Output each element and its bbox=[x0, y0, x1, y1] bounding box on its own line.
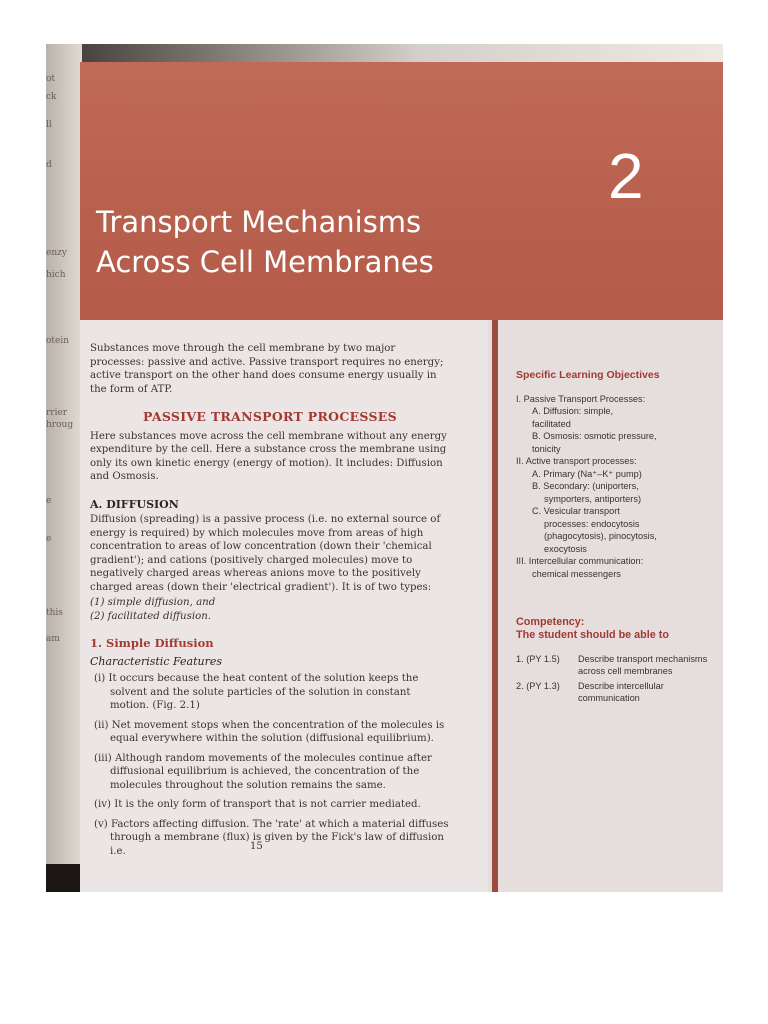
objective-item: (phagocytosis), pinocytosis, bbox=[544, 531, 657, 541]
simple-diffusion-heading: 1. Simple Diffusion bbox=[90, 636, 214, 650]
main-text-column bbox=[90, 342, 450, 864]
diffusion-type: (1) simple diffusion, and bbox=[90, 597, 216, 608]
feature-item: (iv) It is the only form of transport that is not carrier mediated. bbox=[94, 799, 421, 810]
objective-item: A. Diffusion: simple, bbox=[532, 406, 614, 416]
feature-item: (i) It occurs because the heat content of the solution keeps the solvent and the solute particles of the solution in constant motion. (Fig. 2.1) bbox=[94, 673, 419, 711]
prev-page-text: hroug bbox=[46, 420, 74, 430]
prev-page-text: rrier bbox=[46, 408, 68, 418]
prev-page-text: e bbox=[46, 534, 52, 544]
page-number: 15 bbox=[250, 841, 263, 852]
competency-subheading: The student should be able to bbox=[516, 629, 669, 641]
competency-code: 2. (PY 1.3) bbox=[516, 681, 560, 691]
competency-heading: Competency: bbox=[516, 616, 585, 628]
sidebar-divider bbox=[492, 320, 498, 892]
diffusion-type: (2) facilitated diffusion. bbox=[90, 610, 212, 622]
feature-item: (iii) Although random movements of the molecules continue after diffusional equilibrium is achieved, the concentration of the molecules throughout the solution remains the same. bbox=[94, 752, 432, 791]
competency-code: 1. (PY 1.5) bbox=[516, 654, 560, 664]
objective-item: C. Vesicular transport bbox=[532, 506, 620, 516]
objective-item: exocytosis bbox=[544, 543, 587, 554]
diffusion-paragraph: Diffusion (spreading) is a passive process (i.e. no external source of energy is required) by which molecules move from areas of high concentration to areas of low concentration (down their 'chemical gradient'); and cations (positively charged molecules) move to negatively charged areas whereas anions move to the positively charged areas (down their 'electrical gradient'). It is of two types: bbox=[90, 514, 441, 593]
objectives-block bbox=[516, 370, 711, 581]
chapter-number: 2 bbox=[608, 140, 644, 212]
objective-item: symporters, antiporters) bbox=[544, 493, 642, 504]
objective-item: A. Primary (Na⁺–K⁺ pump) bbox=[532, 468, 642, 479]
prev-page-text: enzy bbox=[46, 248, 67, 258]
objective-item: tonicity bbox=[532, 443, 561, 454]
competency-item bbox=[516, 654, 711, 677]
characteristic-features-heading: Characteristic Features bbox=[90, 654, 222, 668]
objective-item: I. Passive Transport Processes: bbox=[516, 393, 646, 404]
previous-page-edge bbox=[46, 44, 82, 864]
chapter-title-line2: Across Cell Membranes bbox=[96, 245, 434, 279]
prev-page-text: ll bbox=[46, 120, 52, 130]
objective-item: II. Active transport processes: bbox=[516, 456, 637, 466]
objective-item: III. Intercellular communication: bbox=[516, 556, 644, 566]
competency-text: Describe intercellular communication bbox=[578, 681, 664, 703]
objective-item: facilitated bbox=[532, 418, 571, 429]
prev-page-text: d bbox=[46, 160, 52, 170]
objective-item: B. Osmosis: osmotic pressure, bbox=[532, 431, 657, 441]
diffusion-heading: A. DIFFUSION bbox=[90, 497, 179, 511]
competency-text: Describe transport mechanisms across cell membranes bbox=[578, 654, 708, 676]
prev-page-text: ck bbox=[46, 92, 57, 102]
chapter-title-line1: Transport Mechanisms bbox=[96, 205, 422, 239]
prev-page-text: e bbox=[46, 496, 52, 506]
objective-item: chemical messengers bbox=[532, 568, 621, 579]
passive-transport-heading: PASSIVE TRANSPORT PROCESSES bbox=[143, 409, 397, 424]
chapter-title bbox=[96, 202, 434, 282]
features-list bbox=[90, 672, 450, 858]
objectives-title: Specific Learning Objectives bbox=[516, 369, 660, 381]
prev-page-text: ot bbox=[46, 74, 56, 84]
prev-page-text: am bbox=[46, 634, 60, 644]
competency-item bbox=[516, 681, 711, 704]
prev-page-text: otein bbox=[46, 336, 70, 346]
objective-item: processes: endocytosis bbox=[544, 518, 640, 529]
prev-page-text: this bbox=[46, 608, 63, 618]
prev-page-text: hich bbox=[46, 270, 66, 280]
competency-block bbox=[516, 616, 711, 708]
book-photo bbox=[46, 44, 723, 892]
feature-item: (ii) Net movement stops when the concentration of the molecules is equal everywhere within the solution (diffusional equilibrium). bbox=[94, 719, 445, 744]
feature-item: (v) Factors affecting diffusion. The 'rate' at which a material diffuses through a membrane (flux) is given by the Fick's law of diffusion i.e. bbox=[94, 818, 449, 857]
intro-paragraph: Substances move through the cell membrane by two major processes: passive and active. Passive transport requires no energy; active transport on the other hand does consume energy usually in the form of ATP. bbox=[90, 343, 444, 395]
competency-title bbox=[516, 616, 711, 642]
objective-item: B. Secondary: (uniporters, bbox=[532, 481, 639, 491]
passive-paragraph: Here substances move across the cell membrane without any energy expenditure by the cell. Here a substance cross the membrane using only its own kinetic energy (energy of motion). It includes: Diffusion and Osmosis. bbox=[90, 430, 447, 482]
